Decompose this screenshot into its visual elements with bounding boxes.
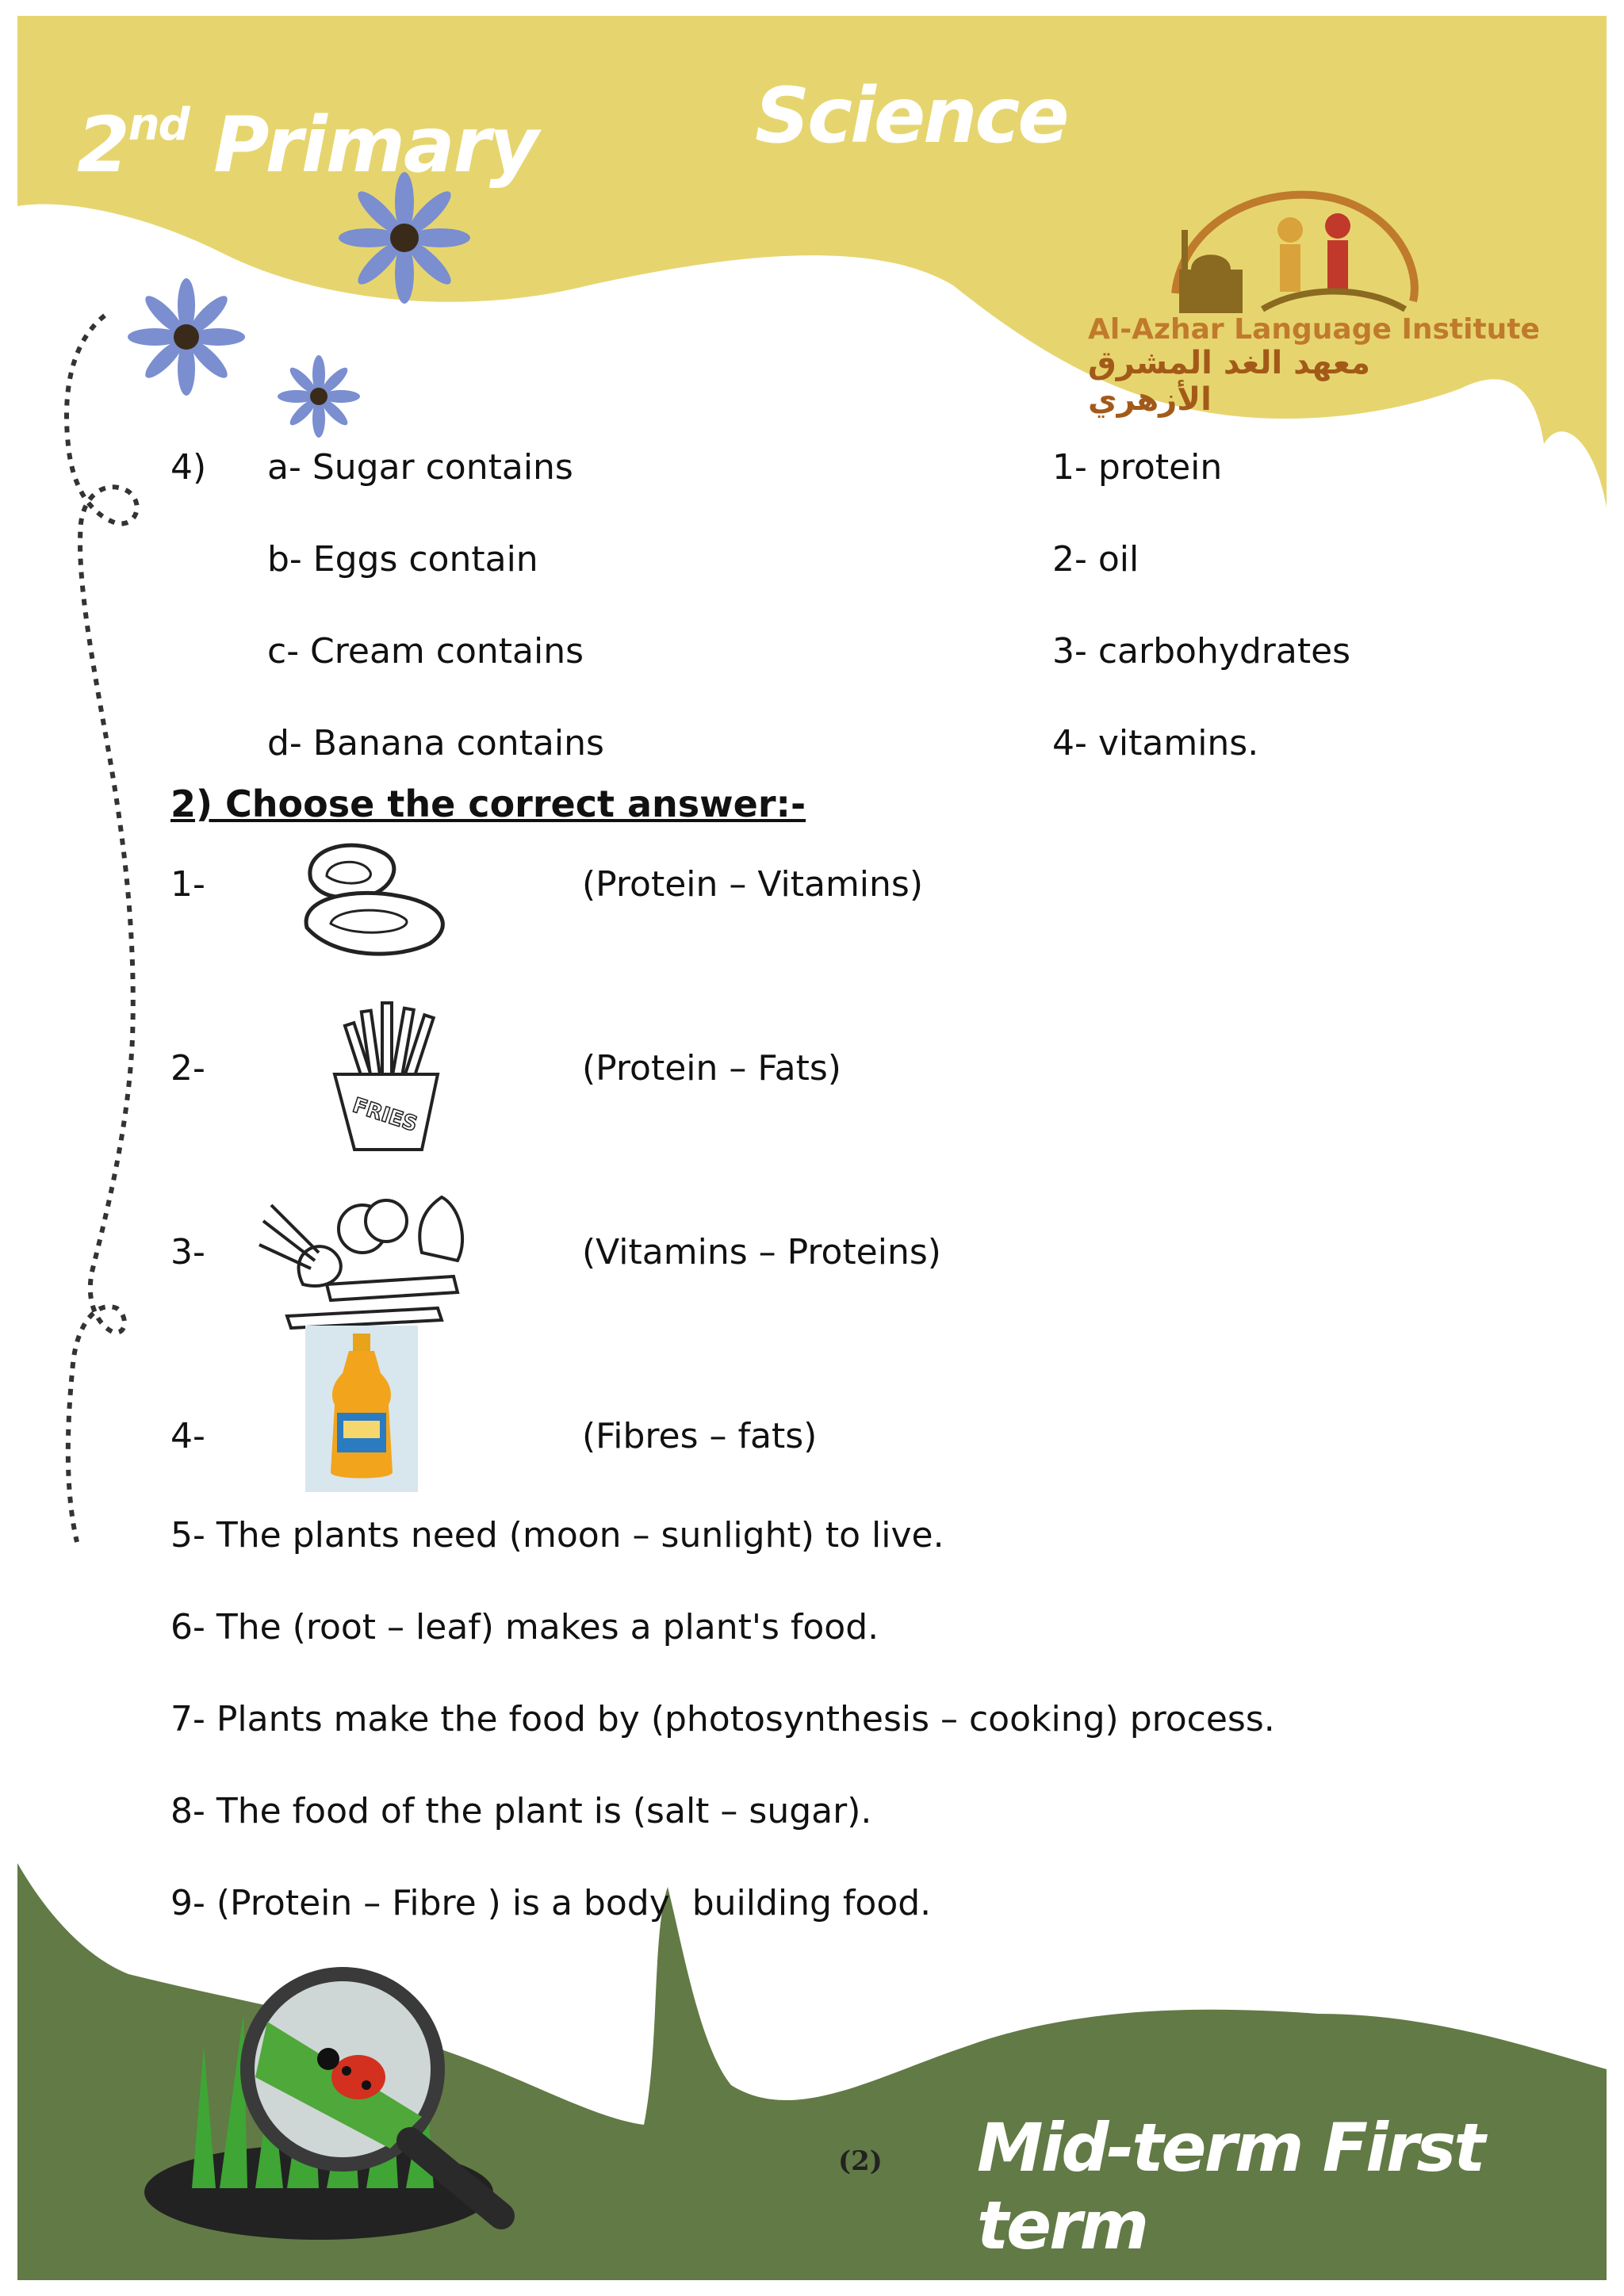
- matching-left-item: c- Cream contains: [267, 631, 584, 672]
- fries-icon: [319, 999, 469, 1158]
- matching-right-item: 3- carbohydrates: [1052, 631, 1351, 672]
- item-number: 1-: [170, 864, 205, 905]
- answer-options: (Protein – Vitamins): [582, 864, 924, 905]
- worksheet-page: [17, 16, 1607, 2280]
- item-number: 4-: [170, 1416, 205, 1456]
- answer-options: (Protein – Fats): [582, 1048, 841, 1089]
- matching-right-item: 4- vitamins.: [1052, 723, 1259, 763]
- matching-right-item: 2- oil: [1052, 539, 1139, 580]
- dashed-vine: [67, 316, 137, 1542]
- fries-box-label: FRIES: [349, 1093, 420, 1137]
- logo-english-name: Al-Azhar Language Institute: [1088, 313, 1540, 346]
- matching-left-item: a- Sugar contains: [267, 447, 573, 488]
- matching-left-item: d- Banana contains: [267, 723, 604, 763]
- page-number: (2): [838, 2145, 883, 2177]
- flower-icon: [278, 355, 360, 438]
- item-number: 2-: [170, 1048, 205, 1089]
- section-heading: 2) Choose the correct answer:-: [170, 783, 806, 825]
- steak-icon: [287, 832, 469, 975]
- answer-options: (Vitamins – Proteins): [582, 1232, 941, 1272]
- sentence-item: 9- (Protein – Fibre ) is a body building food.: [170, 1883, 932, 1923]
- subject-title: Science: [755, 71, 1067, 160]
- grade-title: 2nd Primary: [77, 99, 538, 189]
- vegetables-icon: [255, 1173, 485, 1332]
- sentence-item: 8- The food of the plant is (salt – sugar).: [170, 1791, 872, 1831]
- answer-options: (Fibres – fats): [582, 1416, 818, 1456]
- question-number: 4): [170, 447, 207, 488]
- sentence-item: 6- The (root – leaf) makes a plant's food.: [170, 1607, 879, 1647]
- matching-right-item: 1- protein: [1052, 447, 1223, 488]
- logo-arabic-name: معهد الغد المشرق الأزهري: [1088, 345, 1371, 418]
- sentence-item: 7- Plants make the food by (photosynthesis – cooking) process.: [170, 1699, 1275, 1739]
- flower-icon: [128, 278, 245, 396]
- matching-left-item: b- Eggs contain: [267, 539, 538, 580]
- item-number: 3-: [170, 1232, 205, 1272]
- sentence-item: 5- The plants need (moon – sunlight) to live.: [170, 1515, 944, 1556]
- footer-term-title: Mid-term First term: [977, 2109, 1484, 2264]
- oil-bottle-icon: [305, 1326, 418, 1492]
